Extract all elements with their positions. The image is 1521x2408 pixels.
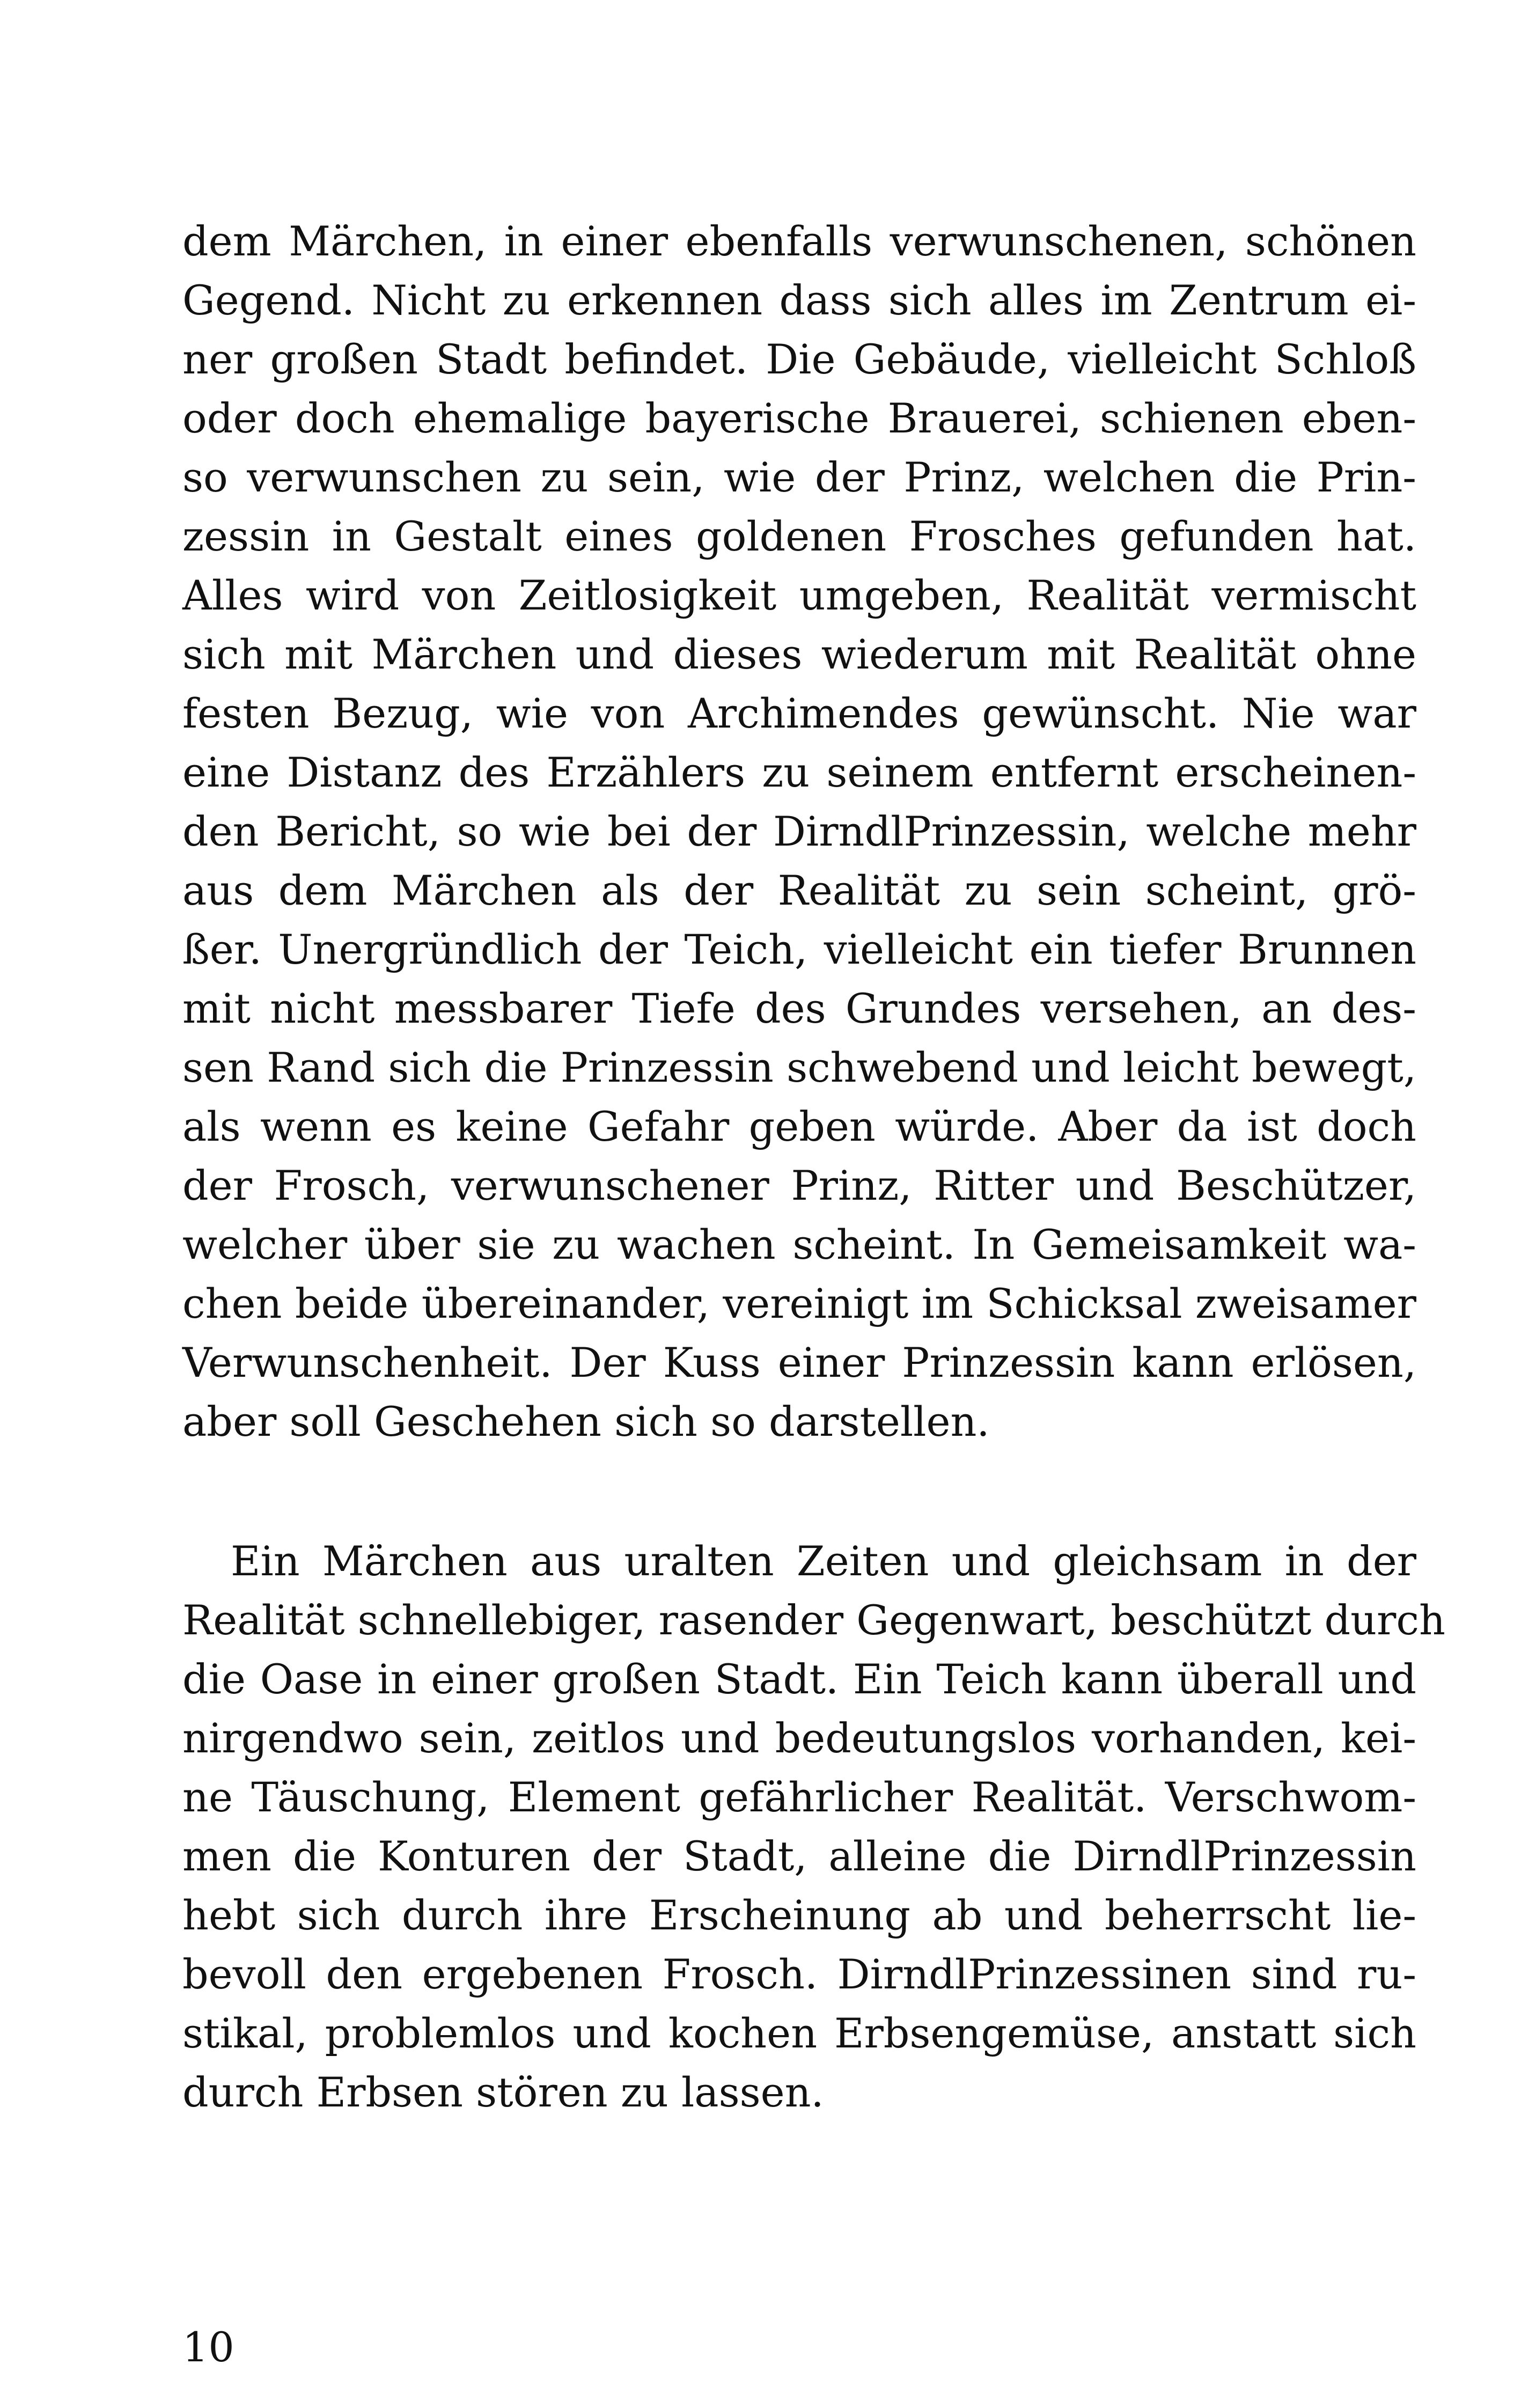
text-line: Verwunschenheit. Der Kuss einer Prinzessin kann erlösen, [182,1339,1416,1386]
text-line: als wenn es keine Gefahr geben würde. Aber da ist doch [182,1103,1416,1150]
page-number: 10 [182,2323,234,2371]
paragraph-1 [182,212,1416,1451]
text-line: hebt sich durch ihre Erscheinung ab und beherrscht lie- [182,1891,1416,1939]
text-line: ne Täuschung, Element gefährlicher Realität. Verschwom- [182,1773,1416,1821]
text-line: sich mit Märchen und dieses wiederum mit Realität ohne [182,630,1416,678]
text-line: oder doch ehemalige bayerische Brauerei, schienen eben- [182,394,1416,442]
text-line: dem Märchen, in einer ebenfalls verwunschenen, schönen [182,217,1416,265]
text-line: bevoll den ergebenen Frosch. DirndlPrinzessinen sind ru- [182,1950,1416,1998]
text-line: durch Erbsen stören zu lassen. [182,2068,824,2116]
text-line: nirgendwo sein, zeitlos und bedeutungslos vorhanden, kei- [182,1714,1416,1762]
text-line: den Bericht, so wie bei der DirndlPrinzessin, welche mehr [182,807,1416,855]
paragraph-2 [182,1532,1445,2122]
text-line: Realität schnellebiger, rasender Gegenwart, beschützt durch [182,1596,1445,1644]
text-line: der Frosch, verwunschener Prinz, Ritter und Beschützer, [182,1162,1416,1209]
text-line: aus dem Märchen als der Realität zu sein scheint, grö- [182,867,1416,914]
text-line: Ein Märchen aus uralten Zeiten und gleichsam in der [231,1537,1416,1585]
text-line: sen Rand sich die Prinzessin schwebend und leicht bewegt, [182,1044,1416,1091]
text-line: chen beide übereinander, vereinigt im Schicksal zweisamer [182,1280,1416,1327]
text-line: festen Bezug, wie von Archimendes gewünscht. Nie war [182,689,1416,737]
text-line: Gegend. Nicht zu erkennen dass sich alles im Zentrum ei- [182,276,1416,324]
text-line: men die Konturen der Stadt, alleine die DirndlPrinzessin [182,1832,1416,1880]
text-line: die Oase in einer großen Stadt. Ein Teich kann überall und [182,1655,1416,1703]
text-line: ßer. Unergründlich der Teich, vielleicht ein tiefer Brunnen [182,926,1416,973]
text-line: ner großen Stadt befindet. Die Gebäude, vielleicht Schloß [182,335,1416,383]
text-line: so verwunschen zu sein, wie der Prinz, welchen die Prin- [182,453,1416,501]
text-line: zessin in Gestalt eines goldenen Frosches gefunden hat. [182,512,1416,560]
text-line: welcher über sie zu wachen scheint. In Gemeisamkeit wa- [182,1221,1416,1268]
text-line: mit nicht messbarer Tiefe des Grundes versehen, an des- [182,985,1416,1032]
text-line: eine Distanz des Erzählers zu seinem entfernt erscheinen- [182,748,1416,796]
text-line: Alles wird von Zeitlosigkeit umgeben, Realität vermischt [182,571,1416,619]
text-line: stikal, problemlos und kochen Erbsengemüse, anstatt sich [182,2009,1416,2057]
text-line: aber soll Geschehen sich so darstellen. [182,1398,990,1445]
